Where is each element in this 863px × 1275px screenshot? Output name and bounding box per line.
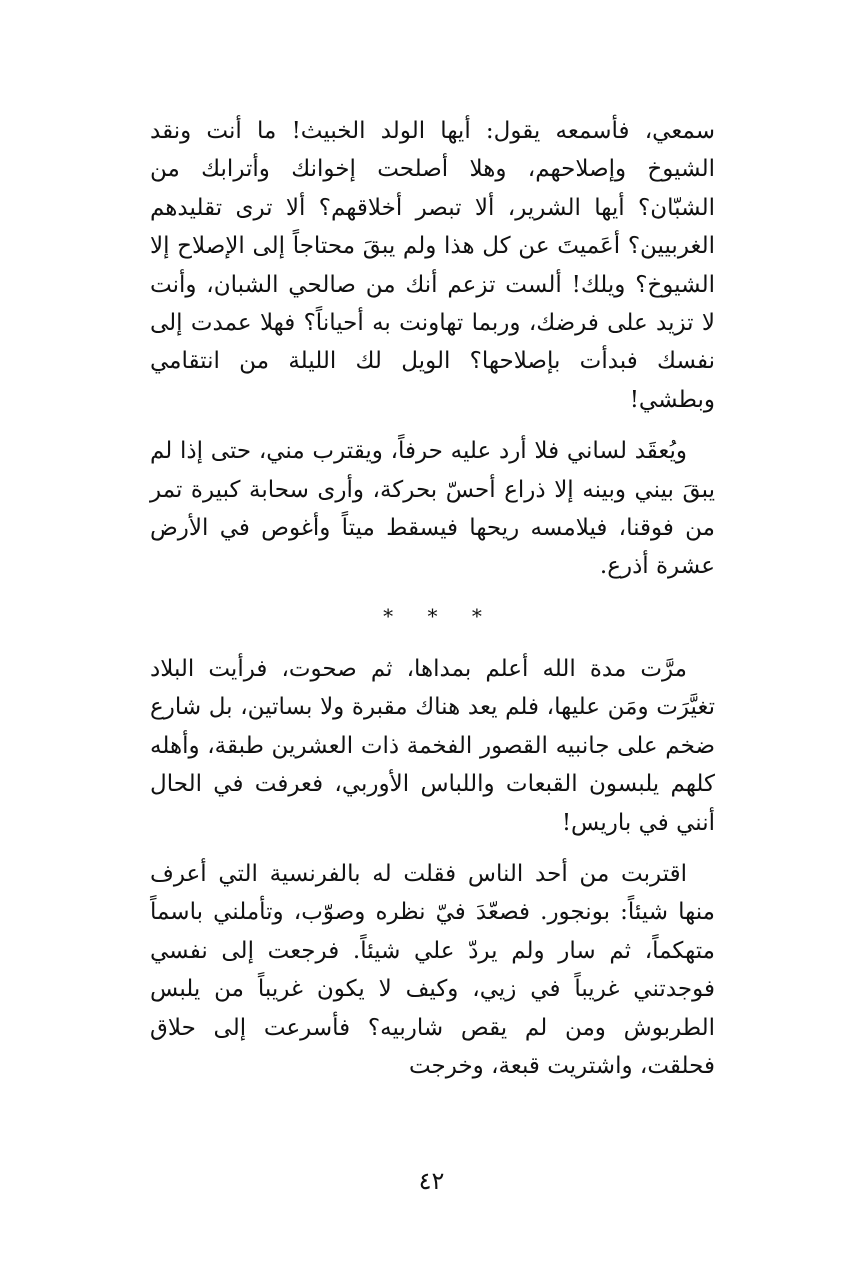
section-separator <box>150 604 715 628</box>
paragraph: اقتربت من أحد الناس فقلت له بالفرنسية التي أعرف منها شيئاً: بونجور. فصعّدَ فيّ نظره وصوّب، وتأملني باسماً متهكماً، ثم سار ولم يردّ علي شيئاً. فرجعت إلى نفسي فوجدتني غريباً في زيي، وكيف لا يكون غريباً من يلبس الطربوش ومن لم يقص شاربيه؟ فأسرعت إلى حلاق فحلقت، واشتريت قبعة، وخرجت <box>150 860 715 1079</box>
asterisk-glyph: * <box>471 603 496 628</box>
text-block-bottom <box>150 650 715 1085</box>
asterisk-glyph: * <box>383 603 408 628</box>
text-block-top <box>150 112 715 586</box>
paragraph: ويُعقَد لساني فلا أرد عليه حرفاً، ويقترب مني، حتى إذا لم يبقَ بيني وبينه إلا ذراع أحسّ بحركة، وأرى سحابة كبيرة تمر من فوقنا، فيلامسه ريحها فيسقط ميتاً وأغوص في الأرض عشرة أذرع. <box>150 438 715 580</box>
page-body <box>150 112 863 1085</box>
asterisk-glyph: * <box>427 603 452 628</box>
paragraph: مرَّت مدة الله أعلم بمداها، ثم صحوت، فرأيت البلاد تغيَّرَت ومَن عليها، فلم يعد هناك مقبرة ولا بساتين، بل شارع ضخم على جانبيه القصور الفخمة ذات العشرين طبقة، وأهله كلهم يلبسون القبعات واللباس الأوربي، فعرفت في الحال أنني في باريس! <box>150 655 715 836</box>
page-number: ٤٢ <box>418 1167 445 1195</box>
paragraph: سمعي، فأسمعه يقول: أيها الولد الخبيث! ما أنت ونقد الشيوخ وإصلاحهم، وهلا أصلحت إخوانك وأترابك من الشبّان؟ أيها الشرير، ألا تبصر أخلاقهم؟ ألا ترى تقليدهم الغربيين؟ أعَميتَ عن كل هذا ولم يبقَ محتاجاً إلى الإصلاح إلا الشيوخ؟ ويلك! ألست تزعم أنك من صالحي الشبان، وأنت لا تزيد على فرضك، وربما تهاونت به أحياناً؟ فهلا عمدت إلى نفسك فبدأت بإصلاحها؟ الويل لك الليلة من انتقامي وبطشي! <box>150 118 715 413</box>
